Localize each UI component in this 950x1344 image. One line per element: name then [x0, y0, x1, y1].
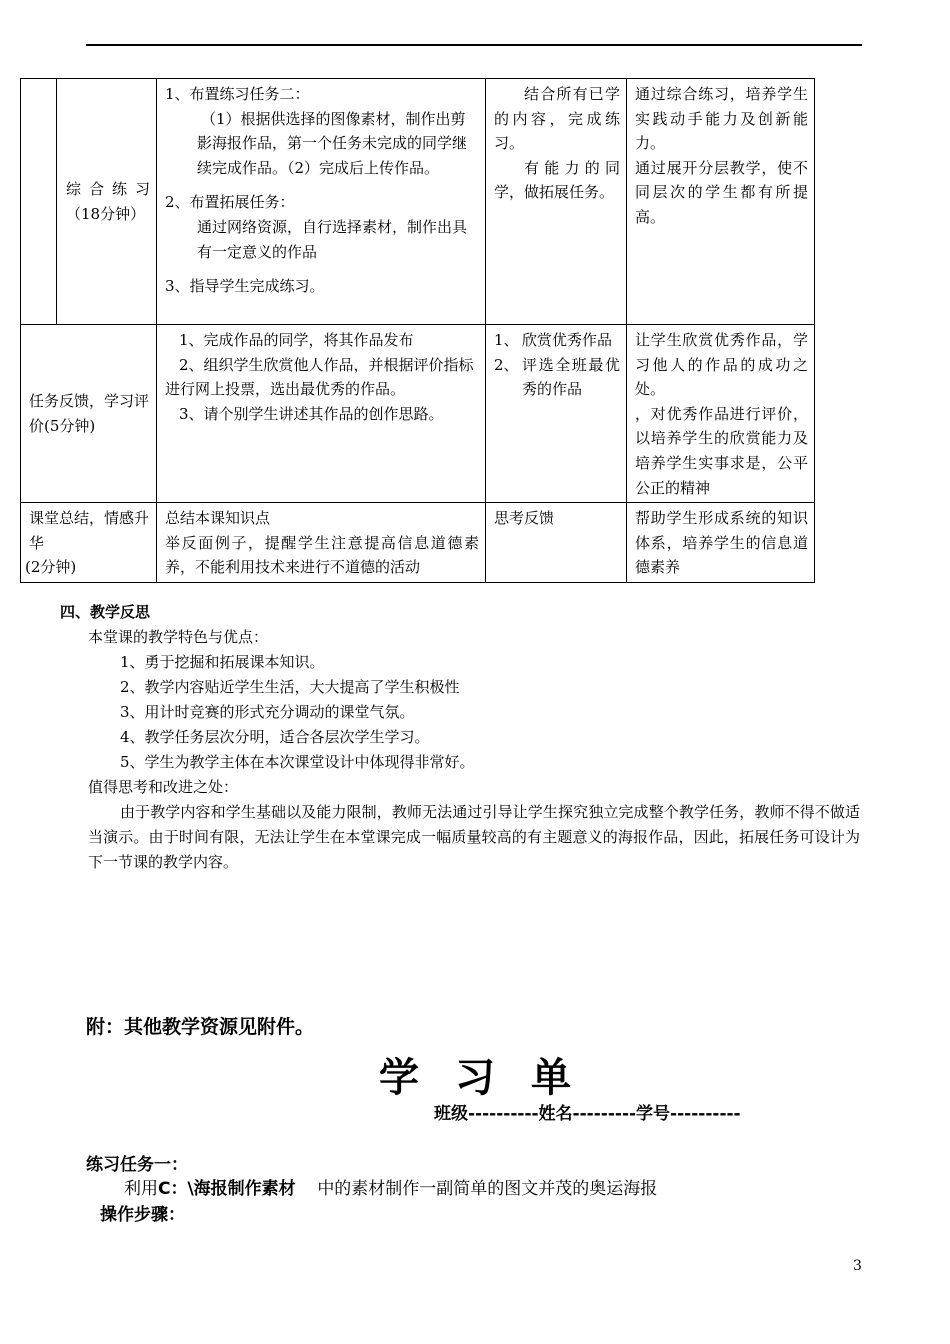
- student-activity-cell: [486, 503, 627, 583]
- teacher-activity-cell: [157, 325, 486, 503]
- stage-text: 课堂总结，情感升华: [29, 509, 150, 552]
- student-info-line: 班级----------姓名---------学号----------: [434, 1104, 741, 1124]
- attachment-note: 附：其他教学资源见附件。: [86, 1016, 315, 1038]
- intent-line-1: 让学生欣赏优秀作品，学习他人的作品的成功之处。: [635, 331, 808, 399]
- item-number: 2、: [494, 355, 519, 374]
- student-item-2: [494, 353, 620, 402]
- design-intent-cell: [627, 325, 815, 503]
- improve-body: 由于教学内容和学生基础以及能力限制，教师无法通过引导让学生探究独立完成整个教学任务，教师不得不做适当演示。由于时间有限，无法让学生在本堂课完成一幅质量较高的有主题意义的海报作品，因此，拓展任务可设计为下一节课的教学内容。: [88, 803, 860, 871]
- student-item-1: [494, 328, 620, 353]
- task2-body: （1）根据供选择的图像素材，制作出剪影海报作品，第一个任务未完成的同学继续完成作品。（2）完成后上传作品。: [197, 109, 468, 177]
- steps-label: 操作步骤：: [100, 1205, 185, 1225]
- feedback-item-3: 3、请个别学生讲述其作品的创作思路。: [179, 404, 444, 423]
- stage-text: 任务反馈，学习评价(5分钟): [29, 392, 150, 436]
- summary-line-2: 举反面例子，提醒学生注意提高信息道德素养，不能利用技术来进行不道德的活动: [165, 533, 479, 577]
- task1-path: C：\海报制作素材: [158, 1179, 296, 1199]
- feedback-item-1: 1、完成作品的同学，将其作品发布: [179, 331, 414, 349]
- item-text: 欣赏优秀作品: [522, 331, 613, 349]
- feature-item: 4、教学任务层次分明，适合各层次学生学习。: [120, 728, 430, 746]
- teacher-activity-cell: [157, 79, 486, 325]
- section-heading: 四、教学反思: [60, 603, 151, 621]
- lesson-plan-table: [20, 78, 815, 583]
- student-text: 思考反馈: [494, 509, 555, 528]
- table-row-summary: [21, 503, 815, 583]
- feature-item: 5、学生为教学主体在本次课堂设计中体现得非常好。: [120, 753, 475, 771]
- table-row-feedback: [21, 325, 815, 503]
- stage-duration: (2分钟): [25, 558, 77, 577]
- design-intent-cell: [627, 503, 815, 583]
- table-row-practice: [21, 79, 815, 325]
- stage-cell: [21, 325, 157, 503]
- stage-cell: [57, 79, 157, 325]
- reflection-section: [60, 600, 860, 875]
- student-activity-cell: [486, 325, 627, 503]
- task2-title: 1、布置练习任务二：: [165, 85, 310, 103]
- extend-body: 通过网络资源，自行选择素材，制作出具有一定意义的作品: [197, 217, 468, 261]
- task1-instruction: [124, 1174, 657, 1199]
- worksheet-title: 学习单: [379, 1055, 607, 1101]
- intent-text: 帮助学生形成系统的知识体系，培养学生的信息道德素养: [635, 509, 808, 577]
- guide-text: 3、指导学生完成练习。: [165, 277, 325, 296]
- feature-item: 2、教学内容贴近学生生活，大大提高了学生积极性: [120, 678, 460, 696]
- intent-line-2: ，对优秀作品进行评价，以培养学生的欣赏能力及培养学生实事求是，公平公正的精神: [635, 404, 808, 497]
- student-line-1: 结合所有已学的内容，完成练习。: [494, 85, 620, 153]
- intent-line-1: 通过综合练习，培养学生实践动手能力及创新能力。: [635, 85, 808, 153]
- item-number: 1、: [494, 331, 519, 349]
- feedback-item-2: 2、组织学生欣赏他人作品，并根据评价指标进行网上投票，选出最优秀的作品。: [165, 355, 474, 399]
- page-number: 3: [853, 1258, 862, 1274]
- stage-spacer-cell: [21, 79, 57, 325]
- student-line-2: 有能力的同学，做拓展任务。: [494, 158, 620, 202]
- teacher-activity-cell: [157, 503, 486, 583]
- task1-heading: 练习任务一：: [86, 1155, 188, 1175]
- extend-title: 2、布置拓展任务：: [165, 193, 295, 212]
- item-text: 评选全班最优秀的作品: [522, 355, 620, 399]
- improve-title: 值得思考和改进之处：: [88, 778, 239, 796]
- student-activity-cell: [486, 79, 627, 325]
- stage-cell: [21, 503, 157, 583]
- header-rule: [86, 44, 862, 46]
- feature-item: 3、用计时竞赛的形式充分调动的课堂气氛。: [120, 703, 415, 721]
- feature-item: 1、勇于挖掘和拓展课本知识。: [120, 653, 325, 671]
- design-intent-cell: [627, 79, 815, 325]
- summary-line-1: 总结本课知识点: [165, 509, 271, 528]
- features-title: 本堂课的教学特色与优点：: [88, 628, 269, 646]
- stage-text: 综合练习（18分钟）: [66, 180, 150, 223]
- task1-suffix: 中的素材制作一副简单的图文并茂的奥运海报: [317, 1179, 658, 1199]
- task1-prefix: 利用: [124, 1179, 158, 1199]
- intent-line-2: 通过展开分层教学，使不同层次的学生都有所提高。: [635, 158, 808, 226]
